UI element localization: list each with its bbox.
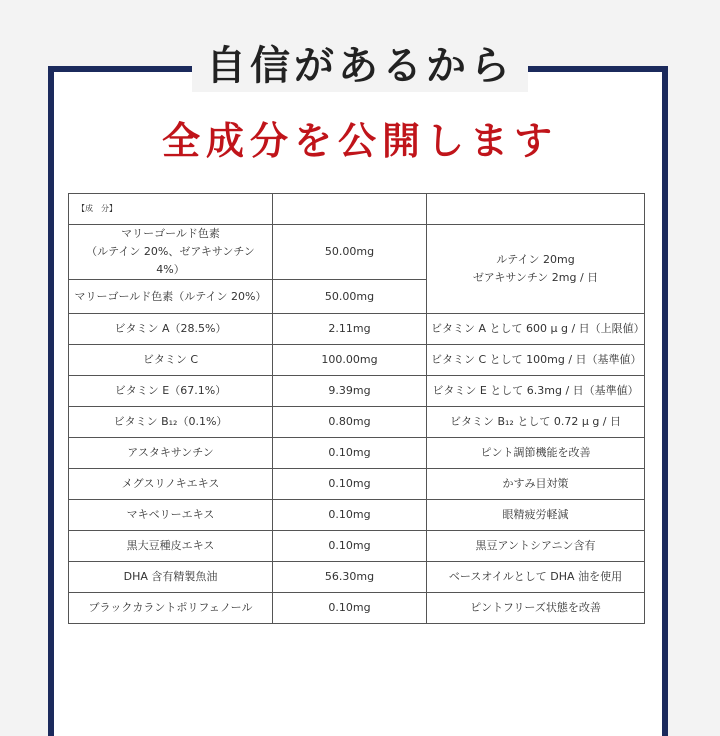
header-label: 【成 分】 [77,204,117,213]
ingredient-amount: 100.00mg [273,345,427,376]
ingredient-name: ビタミン E（67.1%） [69,376,273,407]
table-row [69,562,645,593]
ingredient-note: ピントフリーズ状態を改善 [427,593,645,624]
ingredient-amount: 50.00mg [273,280,427,314]
ingredient-name: ビタミン C [69,345,273,376]
ingredient-name: メグスリノキエキス [69,469,273,500]
ingredient-amount: 0.10mg [273,593,427,624]
ingredient-note: ビタミン B₁₂ として 0.72 μ g / 日 [427,407,645,438]
ingredient-amount: 2.11mg [273,314,427,345]
ingredient-amount: 0.80mg [273,407,427,438]
table-row [69,407,645,438]
header-cell-amount [273,194,427,225]
headline-bar [0,40,720,92]
table-row [69,314,645,345]
ingredient-amount: 56.30mg [273,562,427,593]
table-row [69,531,645,562]
ingredient-name: 黒大豆種皮エキス [69,531,273,562]
ingredient-note: ビタミン A として 600 μ g / 日（上限値） [427,314,645,345]
table-row [69,469,645,500]
ingredient-name: ブラックカラントポリフェノール [69,593,273,624]
ingredient-amount: 50.00mg [273,225,427,280]
ingredient-amount: 0.10mg [273,469,427,500]
ingredients-table [68,193,645,624]
ingredient-name: DHA 含有精製魚油 [69,562,273,593]
ingredient-amount: 0.10mg [273,438,427,469]
table-row [69,438,645,469]
ingredient-note: 黒豆アントシアニン含有 [427,531,645,562]
ingredient-amount: 9.39mg [273,376,427,407]
header-cell-note [427,194,645,225]
ingredient-note: ビタミン C として 100mg / 日（基準値） [427,345,645,376]
ingredient-name: ビタミン B₁₂（0.1%） [69,407,273,438]
ingredient-amount: 0.10mg [273,531,427,562]
table-row [69,593,645,624]
ingredient-note: ベースオイルとして DHA 油を使用 [427,562,645,593]
table-row [69,225,645,280]
ingredient-note: 眼精疲労軽減 [427,500,645,531]
table-row [69,345,645,376]
ingredient-note: ピント調節機能を改善 [427,438,645,469]
ingredient-name: アスタキサンチン [69,438,273,469]
headline: 自信があるから [192,40,528,92]
table-header-row [69,194,645,225]
table-row [69,500,645,531]
ingredient-note: ルテイン 20mg ゼアキサンチン 2mg / 日 [427,225,645,314]
ingredient-note: ビタミン E として 6.3mg / 日（基準値） [427,376,645,407]
table-row [69,376,645,407]
header-cell-name [69,194,273,225]
ingredient-name: ビタミン A（28.5%） [69,314,273,345]
ingredient-amount: 0.10mg [273,500,427,531]
ingredient-name: マリーゴールド色素 （ルテイン 20%、ゼアキサンチン 4%） [69,225,273,280]
ingredient-note: かすみ目対策 [427,469,645,500]
ingredient-name: マリーゴールド色素（ルテイン 20%） [69,280,273,314]
ingredient-name: マキベリーエキス [69,500,273,531]
subheadline: 全成分を公開します [161,119,558,163]
